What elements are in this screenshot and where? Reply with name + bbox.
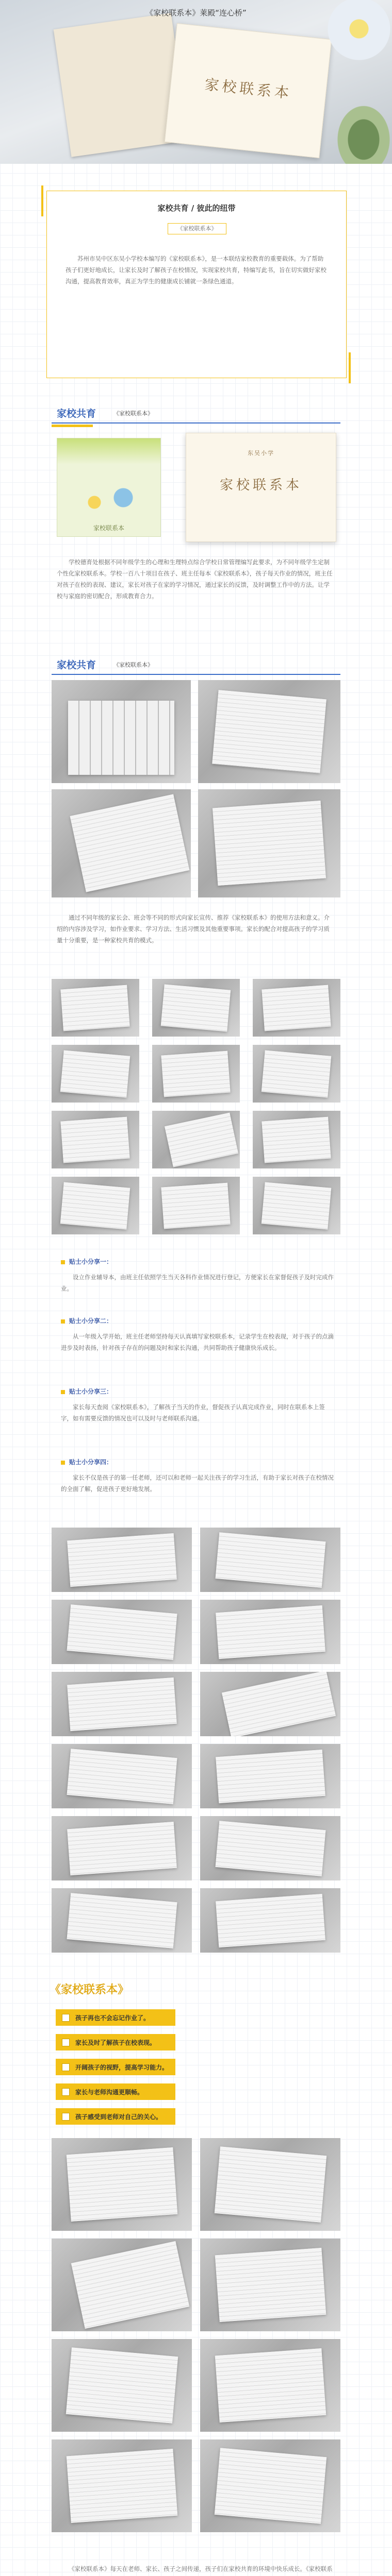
- cover-small-title: 家校联系本: [93, 524, 124, 532]
- cover-large: [186, 433, 336, 542]
- notebook-photo: [52, 1177, 139, 1234]
- notebook-photo: [200, 2239, 340, 2331]
- note-text: 家长不仅是孩子的第一任老师，还可以和老师一起关注孩子的学习生活，有助于家长对孩子在校情况的全面了解，促进孩子更好地发展。: [61, 1474, 334, 1493]
- notebook-photo: [253, 1111, 340, 1168]
- section1-paragraph: 学校德育处根据不同年级学生的心理和生理特点综合学校日常管理编写此要求，为不同年级学生定制个性化家校联系本。学校一百八十项目在孩子、班主任每本《家校联系本》，孩子每天作业的情况，班主任对孩子在校的表现、建议，家长对孩子在家的学习情况，通过家长的反馈，及时调整工作中的方法。让学校与家庭的密切配合，形成教育合力。: [57, 558, 333, 600]
- notebook-photo: [52, 2439, 192, 2532]
- section1-sub: 《家校联系本》: [113, 410, 153, 417]
- notebook-photo: [52, 1600, 192, 1664]
- photo-teacher-reading: [198, 789, 340, 897]
- note-text: 设立作业辅导本，由班主任依照学生当天各科作业情况进行登记，方便家长在家督促孩子及时完成作业。: [61, 1274, 334, 1292]
- intro-paragraph: 苏州市吴中区东吴小学校本编写的《家校联系本》，是一本联结家校教育的重要载体。为了帮助孩子们更好地成长，让家长及时了解孩子在校情况，实现家校共育，特编写此书，旨在切实做好家校沟通，提高教育效率，真正为学生的健康成长铺就一条绿色通道。: [66, 255, 326, 285]
- intro-box: [46, 191, 347, 378]
- benefit-item: 孩子感受到老师对自己的关心。: [56, 2108, 175, 2125]
- notebook-photo: [52, 1528, 192, 1592]
- benefit-item: 孩子再也不会忘记作业了。: [56, 2009, 175, 2026]
- notebook-photo: [200, 1600, 340, 1664]
- note-text: 从一年级入学开始，班主任老师坚持每天认真填写家校联系本，记录学生在校表现，对于孩子的点滴进步及时表扬，针对孩子存在的问题及时和家长沟通，共同帮助孩子健康快乐成长。: [61, 1333, 334, 1351]
- photo-teacher-writing: [52, 789, 191, 897]
- notebook-photo: [200, 1528, 340, 1592]
- section2-sub: 《家校联系本》: [113, 662, 153, 668]
- closing-paragraph: 《家校联系本》每天在老师、家长、孩子之间传递，孩子们在家校共育的环境中快乐成长。《家校联系: [69, 2565, 333, 2572]
- notebook-photo: [152, 979, 240, 1037]
- frame-corner-left: [41, 185, 43, 216]
- notebook-photo: [200, 2439, 340, 2532]
- notebook-photo: [52, 1816, 192, 1880]
- section2-title: 家校共育: [57, 659, 96, 671]
- photo-stacked-books: [52, 680, 191, 783]
- section1-underline: [52, 422, 340, 423]
- notebook-photo: [52, 1045, 139, 1103]
- cover-logo: 东吴小学: [248, 450, 274, 456]
- notebook-photo: [253, 1177, 340, 1234]
- header-banner: [0, 0, 392, 164]
- note-heading: 贴士小分享三：: [61, 1387, 112, 1396]
- notebook-photo: [200, 2138, 340, 2231]
- notebook-photo: [52, 979, 139, 1037]
- benefit-item: 家长及时了解孩子在校表现。: [56, 2034, 175, 2050]
- notebook-photo: [52, 1744, 192, 1808]
- notebook-photo: [52, 2138, 192, 2231]
- frame-corner-right: [349, 352, 351, 383]
- note-text: 家长每天查阅《家校联系本》，了解孩子当天的作业，督促孩子认真完成作业，同时在联系本上签字，如有需要反馈的情况也可以及时与老师联系沟通。: [61, 1403, 325, 1422]
- notebook-photo: [152, 1111, 240, 1168]
- note-heading: 贴士小分享四：: [61, 1458, 112, 1466]
- note-heading: 贴士小分享一：: [61, 1257, 112, 1266]
- intro-title: 家校共育 / 彼此的纽带: [157, 204, 236, 213]
- notebook-photo: [253, 979, 340, 1037]
- notebook-photo: [52, 1111, 139, 1168]
- section1-title: 家校共育: [57, 408, 96, 419]
- notebook-photo: [200, 1888, 340, 1953]
- notebook-photo: [200, 1816, 340, 1880]
- intro-tag: 《家校联系本》: [168, 223, 226, 234]
- benefit-item: 家长与老师沟通更顺畅。: [56, 2083, 175, 2100]
- benefits-title: 《家校联系本》: [50, 1983, 129, 1996]
- notebook-photo: [200, 1672, 340, 1736]
- section2-paragraph: 通过不同年级的家长会、班会等不同的形式向家长宣传、推荐《家校联系本》的使用方法和意义。介绍的内容涉及学习，如作业要求、学习方法、生活习惯及其他重要事项。家长的配合对提高孩子的学习质量十分重要，是一种家校共育的模式。: [57, 914, 330, 944]
- section1-accent: [52, 425, 93, 427]
- notebook-photo: [52, 2339, 192, 2432]
- notebook-photo: [152, 1177, 240, 1234]
- header-title: 《家校联系本》莱殿“连心桥”: [145, 8, 247, 18]
- header-photo: 家校联系本: [0, 0, 392, 164]
- notebook-photo: [52, 1888, 192, 1953]
- notebook-photo: [200, 1744, 340, 1808]
- notebook-photo: [200, 2339, 340, 2432]
- benefit-item: 开阔孩子的视野，提高学习能力。: [56, 2059, 175, 2075]
- notebook-photo: [52, 2239, 192, 2331]
- cover-small: [57, 438, 161, 537]
- notebook-photo: [52, 1672, 192, 1736]
- note-heading: 贴士小分享二：: [61, 1316, 112, 1325]
- plant-decoration: [335, 103, 392, 164]
- notebook-photo: [253, 1045, 340, 1103]
- section2-underline: [52, 674, 340, 675]
- notebook-photo: [152, 1045, 240, 1103]
- photo-teachers-table: [198, 680, 340, 783]
- cover-large-title: 家校联系本: [219, 478, 302, 493]
